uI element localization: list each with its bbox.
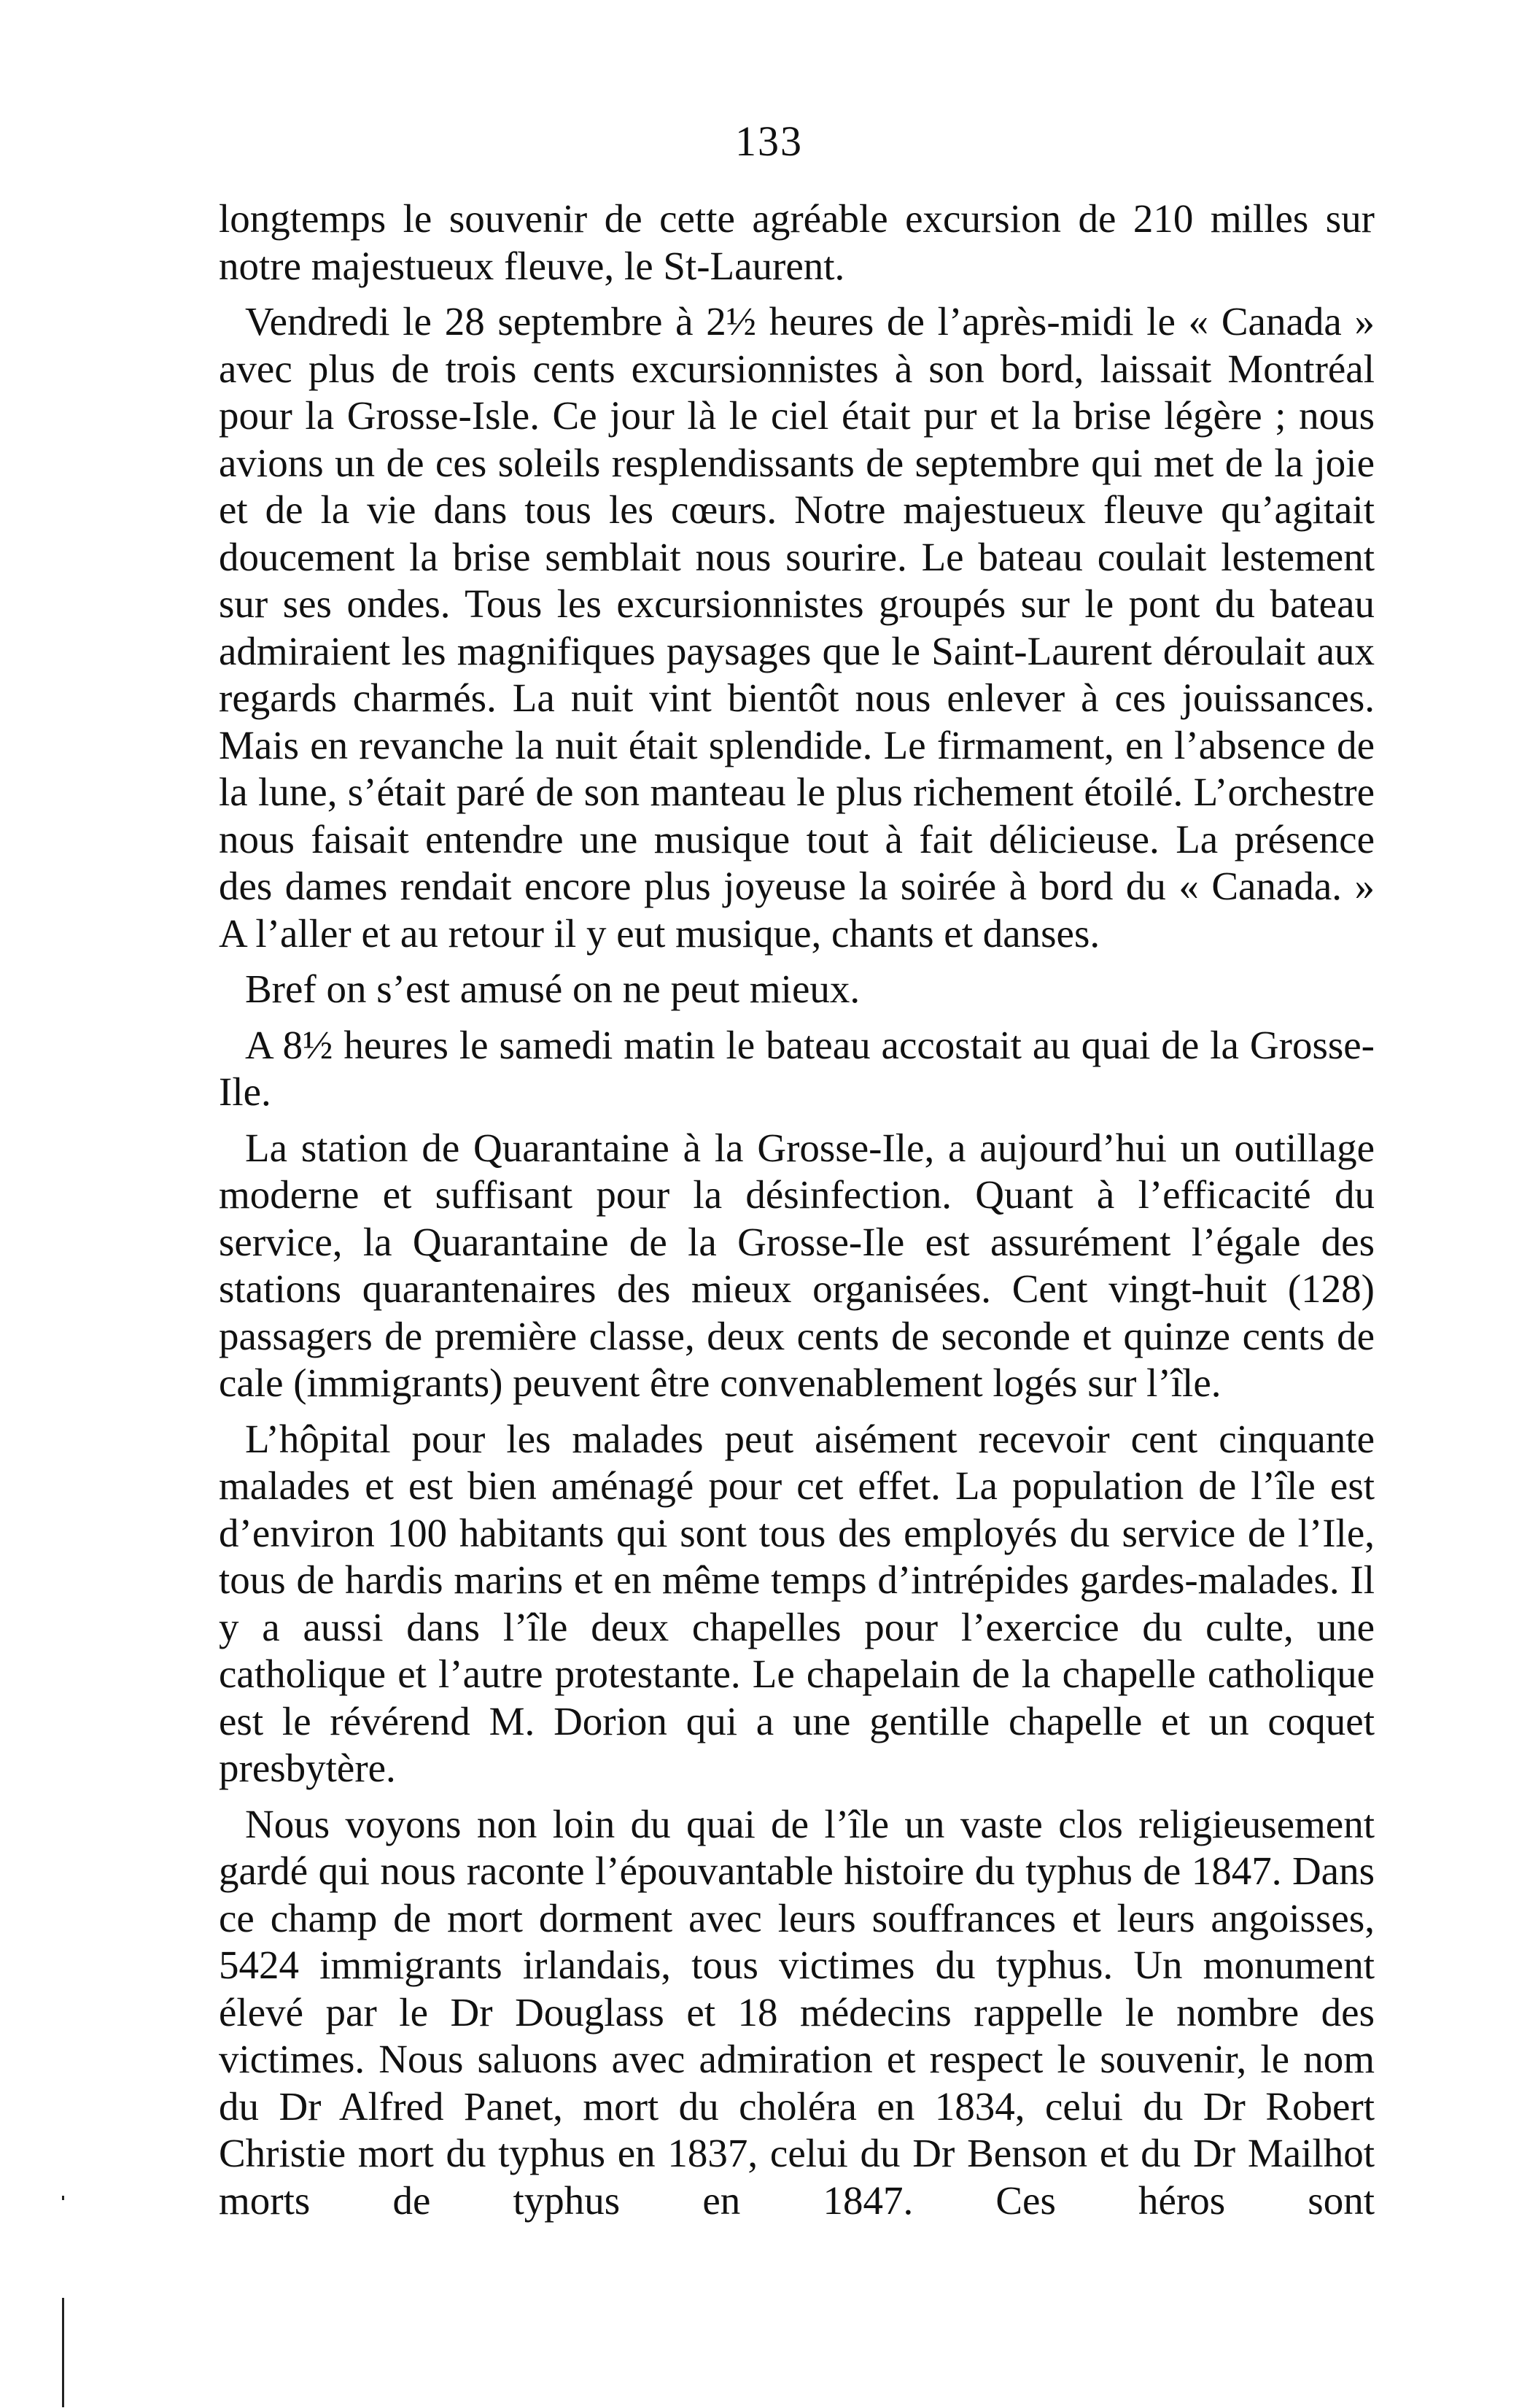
paragraph: Vendredi le 28 septembre à 2½ heures de l’après-midi le « Canada » avec plus de trois cents excursionnistes à son bord, laissait Montréal pour la Grosse-Isle. Ce jour là le ciel était pur et la brise légère ; nous avions un de ces soleils resplendissants de septembre qui met de la joie et de la vie dans tous les cœurs. Notre majestueux fleuve qu’agitait doucement la brise semblait nous sourire. Le bateau coulait lestement sur ses ondes. Tous les excursionnistes groupés sur le pont du bateau admiraient les magnifiques paysages que le Saint-Laurent déroulait aux regards charmés. La nuit vint bientôt nous enlever à ces jouissances. Mais en revanche la nuit était splendide. Le firmament, en l’absence de la lune, s’était paré de son manteau le plus richement étoilé. L’orchestre nous faisait entendre une musique tout à fait délicieuse. La présence des dames rendait encore plus joyeuse la soirée à bord du « Canada. » A l’aller et au retour il y eut musique, chants et danses. (219, 299, 1375, 956)
margin-scan-mark (62, 2196, 64, 2200)
page-number: 133 (735, 117, 803, 165)
margin-scan-mark (62, 2298, 64, 2407)
body-text (219, 195, 1375, 2233)
paragraph: A 8½ heures le samedi matin le bateau accostait au quai de la Grosse-Ile. (219, 1022, 1375, 1114)
paragraph: Nous voyons non loin du quai de l’île un vaste clos religieusement gardé qui nous raconte l’épouvantable histoire du typhus de 1847. Dans ce champ de mort dorment avec leurs souffrances et leurs angoisses, 5424 immigrants irlandais, tous victimes du typhus. Un monument élevé par le Dr Douglass et 18 médecins rappelle le nombre des victimes. Nous saluons avec admiration et respect le souvenir, le nom du Dr Alfred Panet, mort du choléra en 1834, celui du Dr Robert Christie mort du typhus en 1837, celui du Dr Benson et du Dr Mailhot morts de typhus en 1847. Ces héros sont (219, 1801, 1375, 2223)
paragraph: longtemps le souvenir de cette agréable excursion de 210 milles sur notre majestueux fleuve, le St-Laurent. (219, 196, 1375, 288)
paragraph: Bref on s’est amusé on ne peut mieux. (245, 967, 861, 1011)
paragraph: L’hôpital pour les malades peut aisément recevoir cent cinquante malades et est bien aménagé pour cet effet. La population de l’île est d’environ 100 habitants qui sont tous des employés du service de l’Ile, tous de hardis marins et en même temps d’intrépides gardes-malades. Il y a aussi dans l’île deux chapelles pour l’exercice du culte, une catholique et l’autre protestante. Le chapelain de la chapelle catholique est le révérend M. Dorion qui a une gentille chapelle et un coquet presbytère. (219, 1416, 1375, 1790)
paragraph: La station de Quarantaine à la Grosse-Ile, a aujourd’hui un outillage moderne et suffisant pour la désinfection. Quant à l’efficacité du service, la Quarantaine de la Grosse-Ile est assurément l’égale des stations quarantenaires des mieux organisées. Cent vingt-huit (128) passagers de première classe, deux cents de seconde et quinze cents de cale (immigrants) peuvent être convenablement logés sur l’île. (219, 1125, 1375, 1405)
